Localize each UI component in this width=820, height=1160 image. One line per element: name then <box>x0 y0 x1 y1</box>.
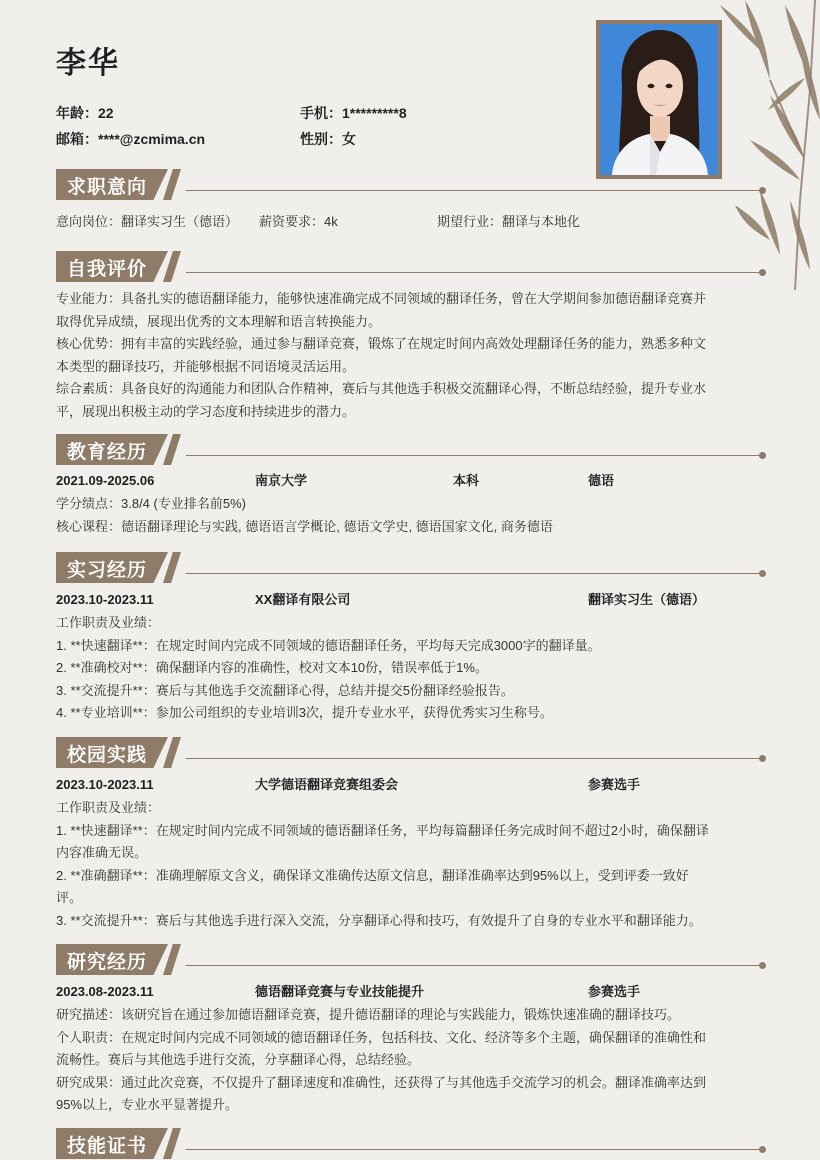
text-line: 核心优势：拥有丰富的实践经验，通过参与翻译竞赛，锻炼了在规定时间内高效处理翻译任务的能力，熟悉多种文 <box>56 336 707 351</box>
text-line: 个人职责：在规定时间内完成不同领域的德语翻译任务，包括科技、文化、经济等多个主题，确保翻译的准确性和 <box>56 1029 707 1045</box>
edu-degree: 本科 <box>453 473 480 488</box>
section-title: 教育经历 <box>67 442 148 463</box>
section-title: 实习经历 <box>67 560 148 581</box>
intern-company: XX翻译有限公司 <box>255 592 351 607</box>
intern-date: 2023.10-2023.11 <box>56 592 154 607</box>
phone-field: 手机：1*********8 <box>300 105 407 121</box>
research-details <box>56 1004 768 1117</box>
edu-date: 2021.09-2025.06 <box>56 473 155 488</box>
text-line: 1. **快速翻译**：在规定时间内完成不同领域的德语翻译任务，平均每篇翻译任务完成时间不超过2小时，确保翻译 <box>56 822 709 838</box>
campus-date: 2023.10-2023.11 <box>56 777 154 792</box>
text-line: 工作职责及业绩： <box>56 615 161 630</box>
email-field: 邮箱：****@zcmima.cn <box>56 131 206 147</box>
edu-school: 南京大学 <box>255 473 308 488</box>
text-line: 95%以上，专业水平显著提升。 <box>56 1097 239 1112</box>
intern-role: 翻译实习生（德语） <box>588 592 706 607</box>
text-line: 核心课程：德语翻译理论与实践, 德语语言学概论, 德语文学史, 德语国家文化, 商务德语 <box>56 518 553 534</box>
section-self-evaluation <box>56 251 766 282</box>
text-line: 2. **准确校对**：确保翻译内容的准确性，校对文本10份，错误率低于1%。 <box>56 660 488 675</box>
self-evaluation-text <box>56 288 768 423</box>
text-line: 工作职责及业绩： <box>56 800 161 815</box>
text-line: 3. **交流提升**：赛后与其他选手交流翻译心得，总结并提交5份翻译经验报告。 <box>56 682 514 698</box>
edu-major: 德语 <box>588 473 615 488</box>
section-research <box>56 944 766 975</box>
section-skills <box>56 1128 766 1159</box>
section-title: 求职意向 <box>67 177 148 198</box>
text-line: 4. **专业培训**：参加公司组织的专业培训3次，提升专业水平，获得优秀实习生称号。 <box>56 705 553 720</box>
section-campus-practice <box>56 737 766 768</box>
profile-photo <box>596 20 722 179</box>
text-line: 取得优异成绩，展现出优秀的文本理解和语言转换能力。 <box>56 313 382 329</box>
section-title: 校园实践 <box>67 745 148 766</box>
candidate-name: 李华 <box>56 47 120 80</box>
text-line: 研究成果：通过此次竞赛，不仅提升了翻译速度和准确性，还获得了与其他选手交流学习的机会。翻译准确率达到 <box>56 1074 707 1090</box>
campus-org: 大学德语翻译竞赛组委会 <box>255 777 399 792</box>
text-line: 研究描述：该研究旨在通过参加德语翻译竞赛，提升德语翻译的理论与实践能力，锻炼快速准确的翻译技巧。 <box>56 1007 681 1022</box>
campus-details <box>56 797 768 932</box>
text-line: 平，展现出积极主动的学习态度和持续进步的潜力。 <box>56 403 356 419</box>
research-date: 2023.08-2023.11 <box>56 984 154 999</box>
section-internship <box>56 552 766 583</box>
text-line: 综合素质：具备良好的沟通能力和团队合作精神，赛后与其他选手积极交流翻译心得，不断总结经验，提升专业水 <box>56 381 707 396</box>
internship-details <box>56 612 768 725</box>
expected-industry: 期望行业：翻译与本地化 <box>437 214 581 229</box>
salary-expectation: 薪资要求：4k <box>259 214 338 229</box>
text-line: 评。 <box>56 890 83 905</box>
section-education <box>56 434 766 465</box>
section-title: 技能证书 <box>67 1136 148 1157</box>
text-line: 学分绩点：3.8/4 (专业排名前5%) <box>56 496 246 511</box>
text-line: 3. **交流提升**：赛后与其他选手进行深入交流，分享翻译心得和技巧，有效提升了自身的专业水平和翻译能力。 <box>56 912 702 928</box>
intended-position: 意向岗位：翻译实习生（德语） <box>56 214 239 229</box>
education-details <box>56 493 768 538</box>
section-title: 研究经历 <box>67 952 148 973</box>
text-line: 本类型的翻译技巧，并能够根据不同语境灵活运用。 <box>56 358 356 374</box>
text-line: 1. **快速翻译**：在规定时间内完成不同领域的德语翻译任务，平均每天完成3000字的翻译量。 <box>56 637 601 653</box>
campus-role: 参赛选手 <box>588 777 641 792</box>
gender-field: 性别：女 <box>300 131 356 147</box>
text-line: 2. **准确翻译**：准确理解原文含义，确保译文准确传达原文信息，翻译准确率达到95%以上，受到评委一致好 <box>56 867 689 883</box>
text-line: 流畅性。赛后与其他选手进行交流，分享翻译心得，总结经验。 <box>56 1052 421 1067</box>
age-field: 年龄：22 <box>56 105 114 121</box>
section-job-intention <box>56 169 766 200</box>
text-line: 内容准确无误。 <box>56 845 148 860</box>
text-line: 专业能力：具备扎实的德语翻译能力，能够快速准确完成不同领域的翻译任务，曾在大学期间参加德语翻译竞赛并 <box>56 291 707 306</box>
research-project: 德语翻译竞赛与专业技能提升 <box>255 984 425 999</box>
research-role: 参赛选手 <box>588 984 641 999</box>
section-title: 自我评价 <box>67 259 148 280</box>
